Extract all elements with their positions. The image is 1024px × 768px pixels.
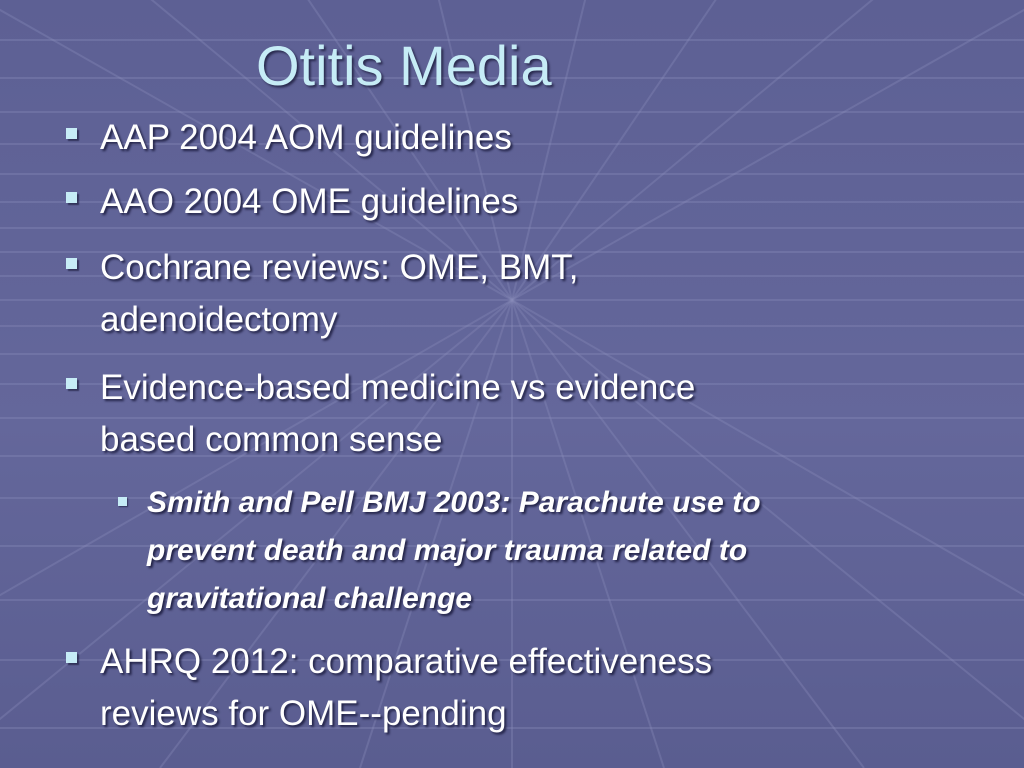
sub-bullet-text-line: prevent death and major trauma related to [147,534,748,567]
bullet-text-line: AAP 2004 AOM guidelines [100,118,512,157]
square-bullet-icon [118,497,127,506]
square-bullet-icon [66,192,77,203]
sub-bullet-item [147,479,977,623]
bullet-text-line: AAO 2004 OME guidelines [100,182,519,221]
bullet-text-line: Cochrane reviews: OME, BMT, [100,248,579,287]
square-bullet-icon [66,258,77,269]
bullet-text-line: based common sense [100,420,443,459]
square-bullet-icon [66,652,77,663]
sub-bullet-text-line: gravitational challenge [147,582,473,615]
slide-title: Otitis Media [256,34,552,97]
bullet-text-line: Evidence-based medicine vs evidence [100,368,696,407]
sub-bullet-text-line: Smith and Pell BMJ 2003: Parachute use to [147,486,761,519]
bullet-text-line: AHRQ 2012: comparative effectiveness [100,642,713,681]
bullet-text-line: reviews for OME--pending [100,694,507,733]
bullet-item [100,242,930,346]
bullet-item [100,176,930,228]
bullet-item [100,636,930,740]
bullet-item [100,362,930,466]
bullet-text-line: adenoidectomy [100,300,338,339]
bullet-item [100,112,930,164]
square-bullet-icon [66,128,77,139]
square-bullet-icon [66,378,77,389]
